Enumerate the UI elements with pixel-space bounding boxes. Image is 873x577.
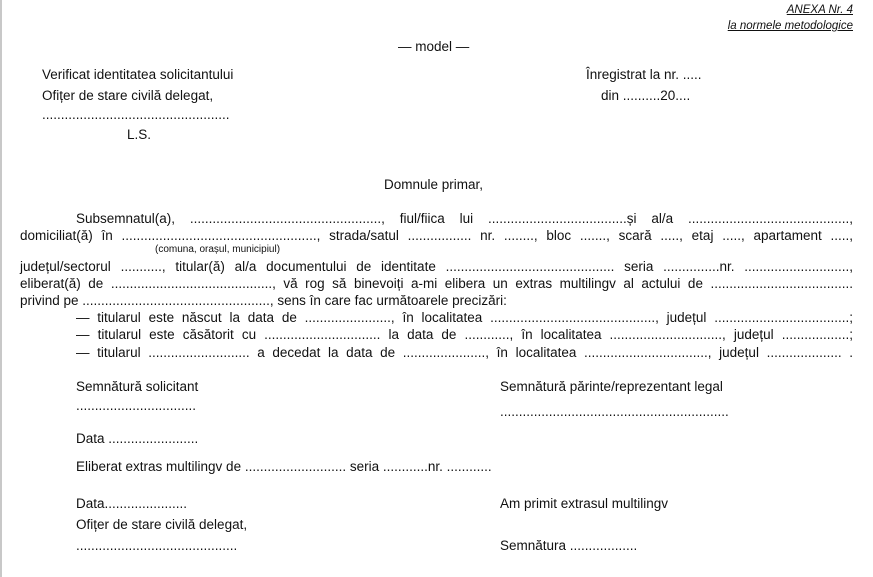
deceased-statement: — titularul ........................... a decedat la data de ......................, în localitatea ................................., județul .................... .	[76, 345, 853, 360]
annex-number: ANEXA Nr. 4	[786, 4, 853, 16]
locality-note: (comuna, orașul, municipiul)	[155, 244, 281, 255]
applicant-signature-label: Semnătură solicitant	[76, 379, 199, 394]
signature-field: Semnătura ..................	[500, 538, 638, 553]
body-line-4: eliberat(ă) de ..........................................., vă rog să binevoiți a-mi elibera un extras multilingv al actului de ......................................	[20, 276, 853, 291]
registration-number: Înregistrat la nr. .....	[586, 67, 702, 82]
delegated-officer-label: Ofițer de stare civilă delegat,	[42, 88, 214, 103]
body-line-5: privind pe .................................................., sens în care fac următoarele precizări:	[20, 293, 507, 308]
issued-extract-line: Eliberat extras multilingv de ........................... seria ............nr. ............	[76, 459, 492, 474]
salutation: Domnule primar,	[384, 177, 484, 192]
page-left-edge	[0, 0, 2, 577]
born-statement: — titularul este născut la data de ......................., în localitatea ............................................, județul ....................................;	[76, 310, 853, 325]
body-line-1: Subsemnatul(a), ..................................................., fiul/fiica lui .....................................și al/a ...........................................,	[76, 211, 853, 226]
body-line-3: județul/sectorul ..........., titular(ă) al/a documentului de identitate ............................................. seria ...............nr. ............................,	[20, 259, 853, 274]
officer-signature-line-2: ...........................................	[76, 538, 238, 553]
annex-subtitle: la normele metodologice	[727, 20, 853, 32]
date-field-2: Data......................	[76, 496, 188, 511]
ls-seal-label: L.S.	[127, 127, 152, 142]
parent-signature-line: .............................................................	[500, 404, 729, 419]
registration-date: din ..........20....	[601, 88, 691, 103]
married-statement: — titularul este căsătorit cu ............................... la data de ............, în localitatea .............................., județul ..................;	[76, 327, 853, 342]
received-extract-label: Am primit extrasul multilingv	[500, 496, 669, 511]
applicant-signature-line: ................................	[76, 398, 197, 413]
model-label: — model —	[398, 39, 470, 54]
body-line-2: domiciliat(ă) în ...................................................., strada/satul ................. nr. ........, bloc ......., scară ....., etaj ....., apartament .....,	[20, 228, 853, 243]
date-field-1: Data ........................	[76, 431, 199, 446]
delegated-officer-label-2: Ofițer de stare civilă delegat,	[76, 517, 248, 532]
officer-signature-line: ..................................................	[42, 107, 230, 122]
verified-identity-label: Verificat identitatea solicitantului	[42, 67, 234, 82]
parent-signature-label: Semnătură părinte/reprezentant legal	[500, 379, 723, 394]
